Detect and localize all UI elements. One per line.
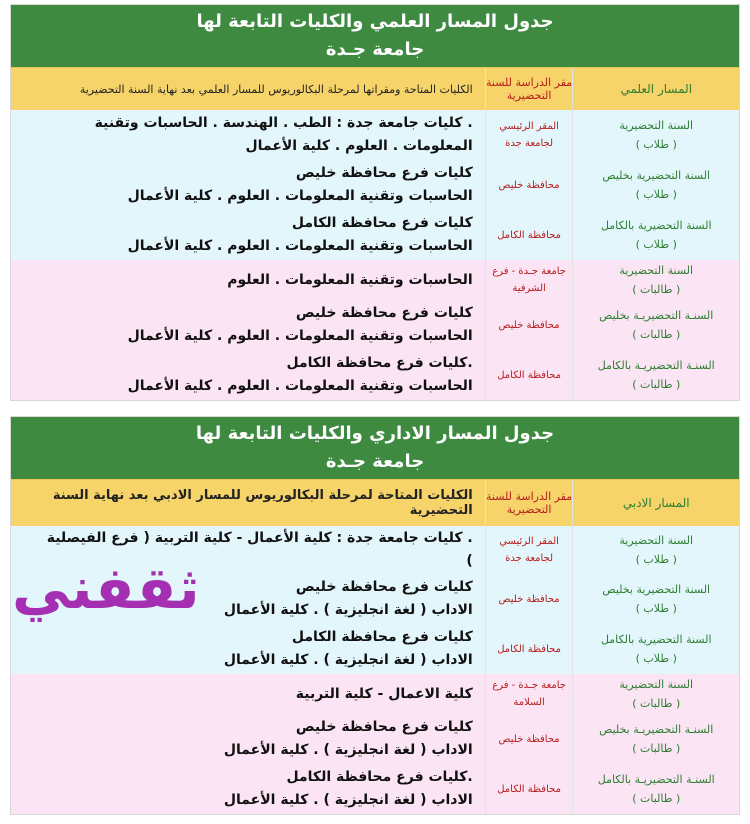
track-name: السنة التحضيرية بالكامل	[600, 219, 712, 232]
colleges-line: الاداب ( لغة انجليزية ) . كلية الأعمال	[223, 742, 473, 758]
table-row	[11, 624, 739, 674]
track-gender: ( طالبات )	[632, 328, 681, 341]
table-row	[11, 260, 739, 300]
colleges-line: الاداب ( لغة انجليزية ) . كلية الأعمال	[223, 652, 473, 668]
track-name: السنـة التحضيريـة بخليص	[599, 723, 714, 736]
colleges-line: الاداب ( لغة انجليزية ) . كلية الأعمال	[223, 792, 473, 808]
colleges-line: .كليات فرع محافظة الكامل	[286, 769, 473, 785]
table-row	[11, 714, 739, 764]
header-hq: مقر الدراسة للسنة التحضيرية	[485, 480, 574, 526]
colleges-line: الحاسبات وتقنية المعلومات . العلوم . كلية الأعمال	[127, 378, 473, 394]
track-gender: ( طالبات )	[632, 697, 681, 710]
watermark-logo: ثقفني	[12, 554, 200, 622]
table-row	[11, 110, 739, 160]
colleges-line: كلية الاعمال - كلية التربية	[295, 685, 473, 702]
admin-title-line2: جامعة جـدة	[325, 451, 425, 472]
study-location: المقر الرئيسي لجامعة جدة	[485, 110, 574, 160]
colleges-line: الحاسبات وتقنية المعلومات . العلوم . كلية الأعمال	[127, 328, 473, 344]
colleges-line: كليات فرع محافظة خليص	[295, 305, 473, 321]
study-location: محافظة الكامل	[485, 210, 574, 260]
colleges-line: الحاسبات وتقنية المعلومات . العلوم . كلية الأعمال	[127, 188, 473, 204]
table-row	[11, 160, 739, 210]
science-title-line1: جدول المسار العلمي والكليات التابعة لها	[196, 11, 554, 32]
admin-table-title	[11, 417, 739, 479]
header-track: المسار الادبي	[622, 496, 690, 510]
track-gender: ( طلاب )	[635, 553, 677, 566]
track-name: السنة التحضيرية	[619, 119, 694, 132]
colleges-line: . كليات جامعة جدة : الطب . الهندسة . الحاسبات وتقنية	[94, 115, 473, 131]
admin-title-line1: جدول المسار الاداري والكليات التابعة لها	[195, 423, 555, 444]
study-location: محافظة خليص	[485, 574, 574, 624]
colleges-line: كليات فرع محافظة الكامل	[291, 629, 473, 645]
header-hq: مقر الدراسة للسنة التحضيرية	[485, 68, 574, 110]
study-location: المقر الرئيسي لجامعة جدة	[485, 526, 574, 574]
colleges-line: .كليات فرع محافظة الكامل	[286, 355, 473, 371]
colleges-line: كليات فرع محافظة خليص	[295, 719, 473, 735]
track-gender: ( طالبات )	[632, 792, 681, 805]
study-location: جامعة جـدة - فرع الشرفية	[485, 260, 574, 300]
header-track: المسار العلمي	[620, 82, 693, 96]
study-location: محافظة الكامل	[485, 764, 574, 814]
study-location: جامعة جـدة - فرع السلامة	[485, 674, 574, 714]
science-title-line2: جامعة جـدة	[325, 39, 425, 60]
track-name: السنة التحضيرية	[619, 264, 694, 277]
table-row	[11, 674, 739, 714]
track-name: السنة التحضيرية بخليص	[602, 583, 711, 596]
colleges-line: الحاسبات وتقنية المعلومات . العلوم	[227, 271, 473, 288]
study-location: محافظة خليص	[485, 300, 574, 350]
track-gender: ( طالبات )	[632, 378, 681, 391]
science-header-row	[11, 67, 739, 110]
track-name: السنة التحضيرية بالكامل	[600, 633, 712, 646]
track-name: السنة التحضيرية	[619, 534, 694, 547]
colleges-line: كليات فرع محافظة خليص	[295, 579, 473, 595]
table-row	[11, 210, 739, 260]
colleges-line: المعلومات . العلوم . كلية الأعمال	[245, 138, 473, 154]
colleges-line: . كليات جامعة جدة : كلية الأعمال - كلية التربية ( فرع الفيصلية	[46, 530, 473, 546]
admin-header-row	[11, 479, 739, 526]
science-table-title	[11, 5, 739, 67]
colleges-line: الحاسبات وتقنية المعلومات . العلوم . كلية الأعمال	[127, 238, 473, 254]
table-row	[11, 350, 739, 400]
colleges-line: كليات فرع محافظة الكامل	[291, 215, 473, 231]
study-location: محافظة الكامل	[485, 350, 574, 400]
study-location: محافظة الكامل	[485, 624, 574, 674]
study-location: محافظة خليص	[485, 160, 574, 210]
track-name: السنة التحضيرية بخليص	[602, 169, 711, 182]
track-gender: ( طلاب )	[635, 652, 677, 665]
header-colleges: الكليات المتاحة ومقراتها لمرحلة البكالوريوس للمسار العلمي بعد نهاية السنة التحضيرية	[79, 82, 473, 96]
track-name: السنـة التحضيريـة بالكامل	[597, 773, 715, 786]
track-gender: ( طالبات )	[632, 742, 681, 755]
table-row	[11, 764, 739, 814]
header-colleges: الكليات المتاحة لمرحلة البكالوريوس للمسار الادبي بعد نهاية السنة التحضيرية	[52, 488, 473, 518]
track-gender: ( طلاب )	[635, 602, 677, 615]
colleges-line: )	[466, 553, 473, 569]
science-table	[10, 4, 740, 401]
colleges-line: كليات فرع محافظة خليص	[295, 165, 473, 181]
colleges-line: الاداب ( لغة انجليزية ) . كلية الأعمال	[223, 602, 473, 618]
track-gender: ( طالبات )	[632, 283, 681, 296]
track-name: السنة التحضيرية	[619, 678, 694, 691]
track-gender: ( طلاب )	[635, 138, 677, 151]
track-name: السنـة التحضيريـة بخليص	[599, 309, 714, 322]
study-location: محافظة خليص	[485, 714, 574, 764]
table-row	[11, 300, 739, 350]
track-gender: ( طلاب )	[635, 188, 677, 201]
track-gender: ( طلاب )	[635, 238, 677, 251]
track-name: السنـة التحضيريـة بالكامل	[597, 359, 715, 372]
